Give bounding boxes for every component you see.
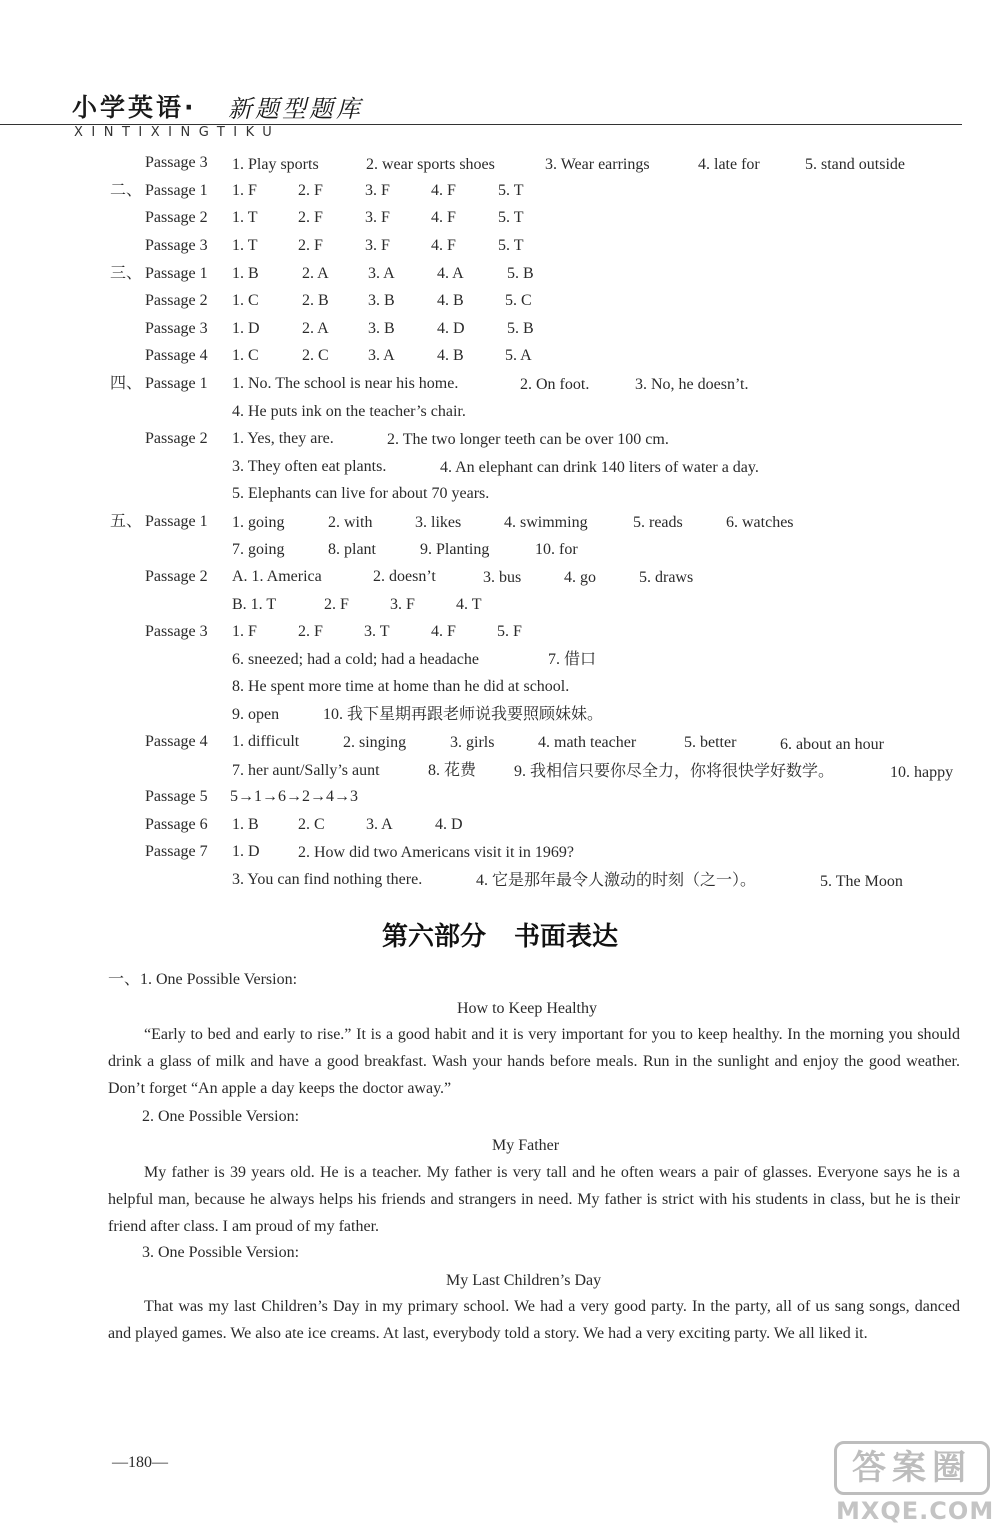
- essay-title: My Father: [492, 1137, 560, 1154]
- answer: 1. Yes, they are.: [232, 430, 334, 447]
- answer: 2. B: [302, 292, 329, 309]
- answer: 2. F: [298, 623, 323, 640]
- answer: 8. 花费: [428, 762, 477, 779]
- passage-label: Passage 3: [145, 623, 208, 640]
- passage-label: Passage 2: [145, 209, 208, 226]
- answer: 9. open: [232, 706, 280, 723]
- answer: 5. C: [505, 292, 532, 309]
- answer: 4. A: [437, 265, 464, 282]
- answer: 7. her aunt/Sally’s aunt: [232, 762, 380, 779]
- watermark-site: MXQE.COM: [836, 1497, 995, 1525]
- answer: 2. F: [298, 182, 323, 199]
- answer: 1. difficult: [232, 733, 300, 750]
- answer: 4. F: [431, 237, 456, 254]
- answer: 1. going: [232, 514, 285, 531]
- answer: 4. late for: [698, 156, 760, 173]
- passage-label: Passage 2: [145, 292, 208, 309]
- answer: 3. girls: [450, 734, 495, 751]
- answer: 5. B: [507, 320, 534, 337]
- answer: 3. A: [366, 816, 393, 833]
- answer: 3. F: [365, 209, 390, 226]
- passage-label: Passage 2: [145, 568, 208, 585]
- section-part: 第六部分: [381, 922, 486, 952]
- answer: 3. F: [390, 596, 415, 613]
- answer: 4. D: [437, 320, 465, 337]
- answer: 5. The Moon: [820, 873, 903, 890]
- answer: 10. happy: [890, 764, 954, 781]
- passage-label: Passage 4: [145, 347, 208, 364]
- answer: 9. Planting: [420, 541, 490, 558]
- answer: 4. 它是那年最令人激动的时刻（之一）。: [476, 872, 757, 889]
- answer: 3. A: [368, 347, 395, 364]
- passage-label: Passage 6: [145, 816, 208, 833]
- section-number: 五、: [110, 513, 143, 530]
- answer: 3. B: [368, 320, 395, 337]
- answer: 1. D: [232, 320, 260, 337]
- page-number: —180—: [112, 1454, 168, 1471]
- answer: 1. No. The school is near his home.: [232, 375, 459, 392]
- book-subtitle: 新题型题库: [228, 95, 363, 123]
- answer: 5. A: [505, 347, 532, 364]
- answer: 3. No, he doesn’t.: [635, 376, 749, 393]
- answer: 3. B: [368, 292, 395, 309]
- section-heading: [0, 916, 1000, 953]
- answer: 8. plant: [328, 541, 376, 558]
- essay-body: That was my last Children’s Day in my primary school. We had a very good party. In the party, all of us sang songs, danced and played games. We also ate ice creams. At last, everybody told a story. We had a very exciting party. We all liked it.: [108, 1298, 960, 1342]
- version-label: 一、1. One Possible Version:: [108, 971, 298, 988]
- book-pinyin: XINTIXINGTIKU: [74, 125, 281, 140]
- answer: 5. better: [684, 734, 737, 751]
- answer: 6. sneezed; had a cold; had a headache: [232, 651, 479, 668]
- answer: 4. B: [437, 347, 464, 364]
- answer: A. 1. America: [232, 568, 322, 585]
- answer: 4. math teacher: [538, 734, 637, 751]
- answer: 6. watches: [726, 514, 794, 531]
- section-name: 书面表达: [514, 922, 619, 952]
- answer: 1. T: [232, 209, 258, 226]
- answer: 4. F: [431, 182, 456, 199]
- answer: 5→1→6→2→4→3: [230, 788, 358, 805]
- watermark-logo: 答案圈: [834, 1441, 990, 1495]
- passage-label: Passage 3: [145, 154, 208, 171]
- section-number: 三、: [110, 265, 143, 282]
- essay-title: My Last Children’s Day: [446, 1272, 602, 1289]
- answer: 5. Elephants can live for about 70 years.: [232, 485, 490, 502]
- answer: 4. An elephant can drink 140 liters of water a day.: [440, 459, 759, 476]
- passage-label: Passage 7: [145, 843, 208, 860]
- version-label: 2. One Possible Version:: [142, 1108, 300, 1125]
- passage-label: Passage 1: [145, 513, 208, 530]
- answer: 1. F: [232, 623, 257, 640]
- answer: 3. bus: [483, 569, 522, 586]
- answer: 5. T: [498, 209, 524, 226]
- answer: 3. T: [364, 623, 390, 640]
- answer: 2. How did two Americans visit it in 1969?: [298, 844, 574, 861]
- answer: 3. You can find nothing there.: [232, 871, 423, 888]
- answer: 4. F: [431, 623, 456, 640]
- answer: 4. He puts ink on the teacher’s chair.: [232, 403, 466, 420]
- answer: 5. stand outside: [805, 156, 905, 173]
- essay-title: How to Keep Healthy: [457, 1000, 597, 1017]
- passage-label: Passage 1: [145, 182, 208, 199]
- answer: 6. about an hour: [780, 736, 884, 753]
- answer: 3. F: [365, 182, 390, 199]
- answer: 1. B: [232, 265, 259, 282]
- book-title: 小学英语·: [72, 93, 197, 122]
- passage-label: Passage 1: [145, 375, 208, 392]
- answer: 4. D: [435, 816, 463, 833]
- answer: 2. A: [302, 320, 329, 337]
- answer: 1. C: [232, 292, 259, 309]
- answer: 4. B: [437, 292, 464, 309]
- answer: 7. going: [232, 541, 285, 558]
- answer: 2. A: [302, 265, 329, 282]
- answer: 2. singing: [343, 734, 407, 751]
- passage-label: Passage 3: [145, 237, 208, 254]
- answer: 3. A: [368, 265, 395, 282]
- answer: 2. doesn’t: [373, 568, 436, 585]
- answer: 2. with: [328, 514, 373, 531]
- answer: 2. On foot.: [520, 376, 590, 393]
- answer: 1. D: [232, 843, 260, 860]
- answer: 3. likes: [415, 514, 462, 531]
- passage-label: Passage 4: [145, 733, 208, 750]
- watermark: [826, 1435, 995, 1527]
- answer: 3. F: [365, 237, 390, 254]
- answer: 10. for: [535, 541, 578, 558]
- answer: 2. C: [302, 347, 329, 364]
- answer: 5. T: [498, 182, 524, 199]
- section-number: 四、: [110, 375, 143, 392]
- answer: 1. Play sports: [232, 156, 319, 173]
- answer: 2. C: [298, 816, 325, 833]
- answer: 1. T: [232, 237, 258, 254]
- answer: 2. F: [298, 209, 323, 226]
- passage-label: Passage 3: [145, 320, 208, 337]
- answer: 2. F: [298, 237, 323, 254]
- answer: 4. swimming: [504, 514, 588, 531]
- answer: 5. draws: [639, 569, 694, 586]
- answer: 4. F: [431, 209, 456, 226]
- answer: 2. F: [324, 596, 349, 613]
- version-label: 3. One Possible Version:: [142, 1244, 300, 1261]
- answer: 1. B: [232, 816, 259, 833]
- answer: 1. F: [232, 182, 257, 199]
- answer: 5. reads: [633, 514, 683, 531]
- passage-label: Passage 2: [145, 430, 208, 447]
- answer: 5. T: [498, 237, 524, 254]
- answer: B. 1. T: [232, 596, 277, 613]
- answer: 3. Wear earrings: [545, 156, 650, 173]
- answer: 5. B: [507, 265, 534, 282]
- answer: 3. They often eat plants.: [232, 458, 387, 475]
- answer: 8. He spent more time at home than he did at school.: [232, 678, 570, 695]
- answer: 9. 我相信只要你尽全力，你将很快学好数学。: [514, 763, 835, 780]
- answer: 2. The two longer teeth can be over 100 cm.: [387, 431, 669, 448]
- answer: 5. F: [497, 623, 522, 640]
- answer: 4. T: [456, 596, 482, 613]
- answer: 10. 我下星期再跟老师说我要照顾妹妹。: [323, 706, 604, 723]
- answer: 2. wear sports shoes: [366, 156, 495, 173]
- answer: 7. 借口: [548, 651, 597, 668]
- answer: 1. C: [232, 347, 259, 364]
- essay-body: My father is 39 years old. He is a teacher. My father is very tall and he often wears a pair of glasses. Everyone says he is a helpful man, because he always helps his friends and strangers in need. My father is strict with his students in class, but he is their friend after class. I am proud of my father.: [108, 1164, 960, 1235]
- section-number: 二、: [110, 182, 143, 199]
- answer: 4. go: [564, 569, 596, 586]
- passage-label: Passage 1: [145, 265, 208, 282]
- essay-body: “Early to bed and early to rise.” It is a good habit and it is very important for you to keep healthy. In the morning you should drink a glass of milk and have a good breakfast. Wash your hands before meals. Run in the sunlight and enjoy the good weather. Don’t forget “An apple a day keeps the doctor away.”: [108, 1026, 960, 1097]
- passage-label: Passage 5: [145, 788, 208, 805]
